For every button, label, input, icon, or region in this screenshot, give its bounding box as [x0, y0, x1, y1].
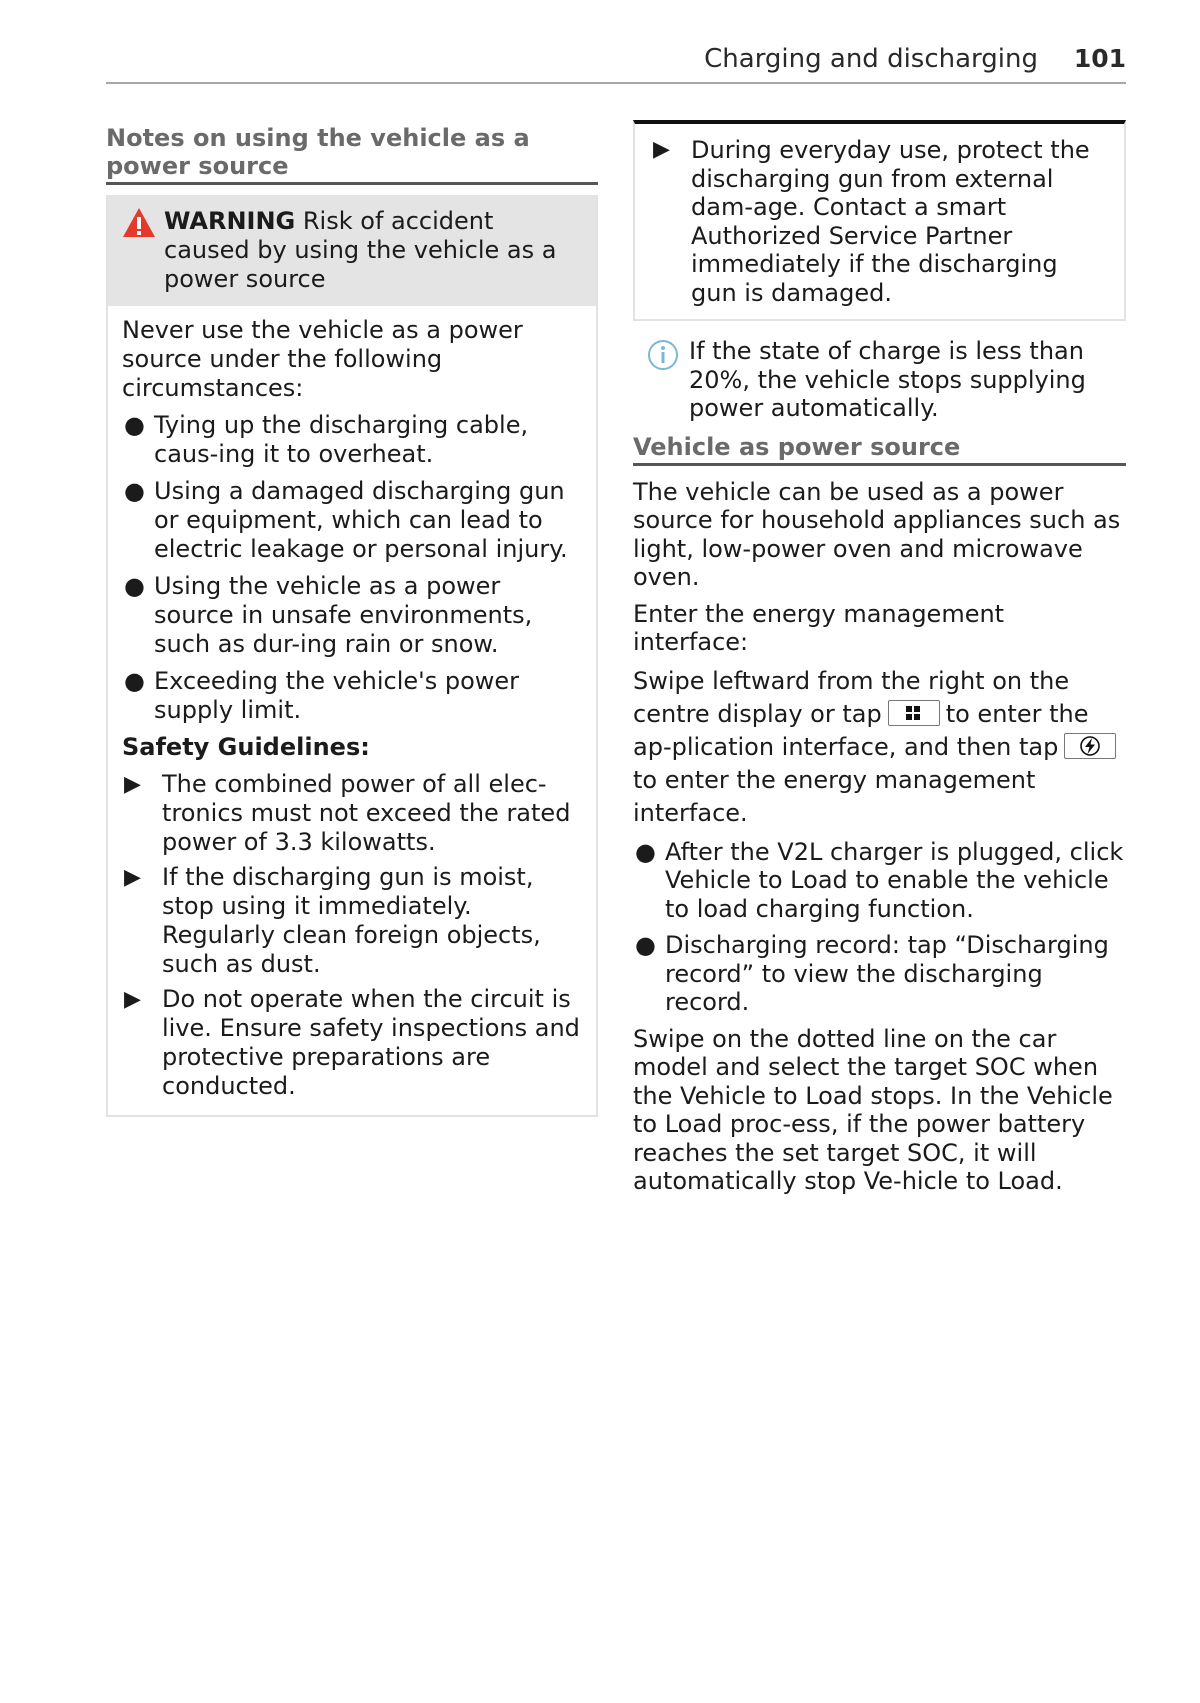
info-circle-icon: [647, 339, 679, 371]
warning-body: [108, 306, 596, 1115]
bullet-icon: ●: [124, 411, 145, 439]
list-item: ● After the V2L charger is plugged, click Vehicle to Load to enable the vehicle to load charging function.: [635, 837, 1124, 923]
section-title-vehicle-power: Vehicle as power source: [633, 433, 1126, 466]
info-note-text: If the state of charge is less than 20%, the vehicle stops supplying power automatically.: [689, 337, 1086, 422]
triangle-bullet-icon: ▶: [653, 137, 670, 162]
list-item: ● Using a damaged discharging gun or equipment, which can lead to electric leakage or personal injury.: [124, 477, 568, 563]
warning-header: [108, 195, 596, 306]
bullet-icon: ●: [635, 931, 656, 959]
right-column: [633, 120, 1126, 1204]
list-item: ▶ During everyday use, protect the discharging gun from external dam-age. Contact a smart Authorized Service Partner immediately if the discharging gun is damaged.: [653, 136, 1090, 307]
warning-text: Risk of accident caused by using the vehicle as a power source: [164, 207, 557, 293]
page-number: 101: [1073, 44, 1126, 73]
bullet-icon: ●: [124, 477, 145, 505]
list-item: ● Exceeding the vehicle's power supply limit.: [124, 667, 520, 724]
list-item: ▶ The combined power of all elec-tronics must not exceed the rated power of 3.3 kilowatts.: [124, 770, 571, 856]
page-header: [106, 42, 1126, 84]
app-grid-icon: [889, 701, 939, 725]
triangle-bullet-icon: ▶: [124, 865, 141, 890]
section-body: [633, 478, 1126, 1196]
paragraph-enter: Enter the energy management interface:: [633, 599, 1005, 656]
circumstance-list: [122, 411, 582, 725]
guideline-list-continued: [651, 136, 1108, 307]
bullet-icon: ●: [124, 667, 145, 695]
list-item: ● Discharging record: tap “Discharging record” to view the discharging record.: [635, 931, 1109, 1016]
lightning-icon: [1065, 734, 1115, 758]
header-title: Charging and discharging: [704, 44, 1038, 74]
warning-box: [106, 195, 598, 1117]
list-item: ▶ Do not operate when the circuit is live. Ensure safety inspections and protective preparations are conducted.: [124, 985, 580, 1100]
guideline-list: [122, 770, 582, 1101]
list-item: ● Using the vehicle as a power source in unsafe environments, such as dur-ing rain or snow.: [124, 572, 533, 658]
warning-intro: Never use the vehicle as a power source under the following circumstances:: [122, 316, 523, 402]
paragraph-instructions: Swipe leftward from the right on the centre display or tap to enter the ap-plication interface, and then tap to enter the energy management interface.: [633, 665, 1126, 830]
warning-label: WARNING: [164, 207, 296, 235]
warning-box-continued: [633, 120, 1126, 321]
list-item: ● Tying up the discharging cable, caus-ing it to overheat.: [124, 411, 529, 468]
left-column: [106, 124, 598, 1117]
paragraph-soc: Swipe on the dotted line on the car model and select the target SOC when the Vehicle to Load stops. In the Vehicle to Load proc-ess, if the power battery reaches the set target SOC, it will automatically stop Ve-hicle to Load.: [633, 1024, 1113, 1195]
list-item: ▶ If the discharging gun is moist, stop using it immediately. Regularly clean foreign objects, such as dust.: [124, 863, 541, 978]
paragraph-intro: The vehicle can be used as a power source for household appliances such as light, low-power oven and microwave oven.: [633, 477, 1121, 591]
warning-triangle-icon: [122, 207, 156, 239]
bullet-icon: ●: [124, 572, 145, 600]
info-note: [633, 337, 1126, 423]
feature-list: [633, 838, 1126, 1017]
bullet-icon: ●: [635, 837, 656, 866]
safety-heading: Safety Guidelines:: [122, 733, 370, 761]
energy-button: [1064, 733, 1116, 759]
app-grid-button: [888, 700, 940, 726]
section-title-notes: Notes on using the vehicle as a power source: [106, 124, 598, 185]
triangle-bullet-icon: ▶: [124, 772, 141, 797]
triangle-bullet-icon: ▶: [124, 987, 141, 1012]
